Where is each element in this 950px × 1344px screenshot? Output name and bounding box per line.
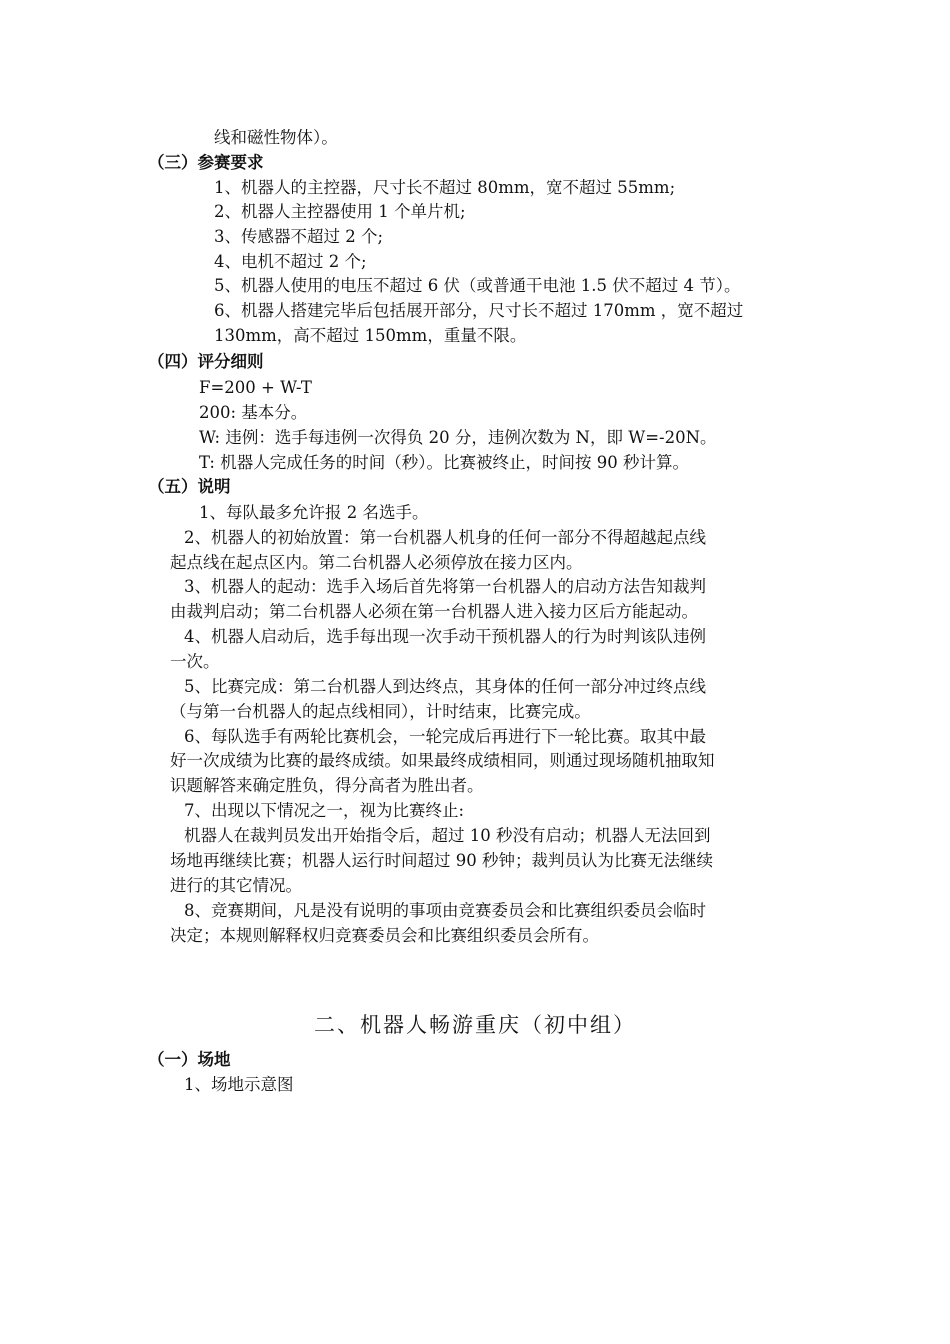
section5-heading: （五）说明 (148, 477, 231, 496)
note-5-cont: （与第一台机器人的起点线相同），计时结束，比赛完成。 (170, 702, 591, 721)
score-formula: F=200 + W-T (199, 378, 312, 397)
section4-heading: （四）评分细则 (148, 352, 264, 371)
note-6: 6、每队选手有两轮比赛机会，一轮完成后再进行下一轮比赛。取其中最 (184, 727, 706, 746)
section3-tail-line: 线和磁性物体）。 (214, 128, 338, 147)
note-7: 7、出现以下情况之一，视为比赛终止: (184, 801, 465, 820)
section3-item-3: 3、传感器不超过 2 个; (214, 227, 384, 246)
score-time: T: 机器人完成任务的时间（秒）。比赛被终止，时间按 90 秒计算。 (199, 453, 689, 472)
note-2-cont: 起点线在起点区内。第二台机器人必须停放在接力区内。 (170, 553, 583, 572)
section3-item-6: 6、机器人搭建完毕后包括展开部分，尺寸长不超过 170mm ，宽不超过 (214, 301, 744, 320)
note-8-cont: 决定；本规则解释权归竞赛委员会和比赛组织委员会所有。 (170, 926, 599, 945)
section3-item-1: 1、机器人的主控器，尺寸长不超过 80mm，宽不超过 55mm; (214, 178, 676, 197)
note-6-cont-1: 好一次成绩为比赛的最终成绩。如果最终成绩相同，则通过现场随机抽取知 (170, 751, 715, 770)
note-4: 4、机器人启动后，选手每出现一次手动干预机器人的行为时判该队违例 (184, 627, 706, 646)
section3-item-6-cont: 130mm，高不超过 150mm，重量不限。 (214, 326, 527, 345)
note-2: 2、机器人的初始放置：第一台机器人机身的任何一部分不得超越起点线 (184, 528, 706, 547)
section3-heading: （三）参赛要求 (148, 153, 264, 172)
note-3-cont: 由裁判启动；第二台机器人必须在第一台机器人进入接力区后方能起动。 (170, 602, 698, 621)
part2-item-1: 1、场地示意图 (184, 1075, 294, 1094)
note-7-detail-cont-2: 进行的其它情况。 (170, 876, 302, 895)
note-4-cont: 一次。 (170, 652, 220, 671)
note-3: 3、机器人的起动：选手入场后首先将第一台机器人的启动方法告知裁判 (184, 577, 706, 596)
note-8: 8、竞赛期间，凡是没有说明的事项由竞赛委员会和比赛组织委员会临时 (184, 901, 706, 920)
part2-title: 二、机器人畅游重庆（初中组） (314, 1013, 636, 1037)
section3-item-4: 4、电机不超过 2 个; (214, 252, 367, 271)
score-base: 200: 基本分。 (199, 403, 308, 422)
note-5: 5、比赛完成：第二台机器人到达终点，其身体的任何一部分冲过终点线 (184, 677, 706, 696)
note-6-cont-2: 识题解答来确定胜负，得分高者为胜出者。 (170, 776, 484, 795)
section3-item-5: 5、机器人使用的电压不超过 6 伏（或普通干电池 1.5 伏不超过 4 节）。 (214, 276, 741, 295)
note-1: 1、每队最多允许报 2 名选手。 (199, 503, 429, 522)
score-violation: W: 违例：选手每违例一次得负 20 分，违例次数为 N，即 W=-20N。 (199, 428, 717, 447)
note-7-detail-cont-1: 场地再继续比赛；机器人运行时间超过 90 秒钟；裁判员认为比赛无法继续 (170, 851, 713, 870)
part2-subheading: （一）场地 (148, 1050, 231, 1069)
note-7-detail: 机器人在裁判员发出开始指令后，超过 10 秒没有启动；机器人无法回到 (184, 826, 711, 845)
section3-item-2: 2、机器人主控器使用 1 个单片机; (214, 202, 466, 221)
